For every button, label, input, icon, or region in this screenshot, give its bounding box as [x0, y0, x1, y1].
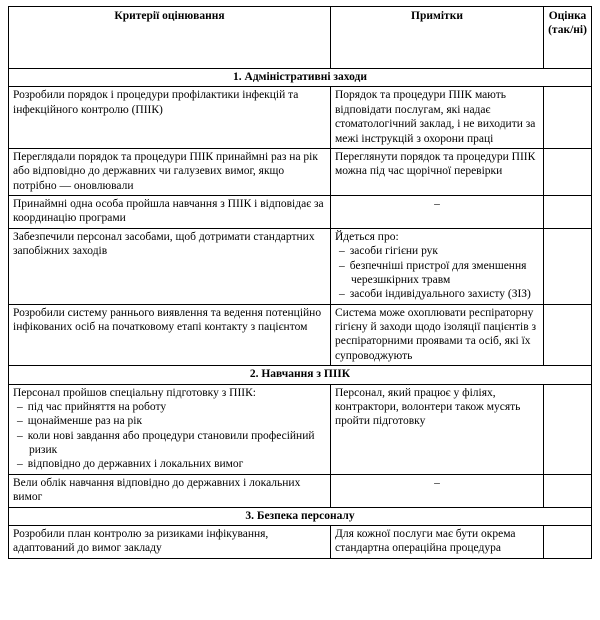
- score-cell: [544, 525, 592, 558]
- criteria-text: Вели облік навчання відповідно до державних і локальних вимог: [13, 476, 301, 504]
- note-text: Для кожної послуги має бути окрема стандартна операційна процедура: [335, 527, 516, 555]
- criteria-text: Розробили систему раннього виявлення та ведення потенційно інфікованих осіб на початковому етапі контакту з пацієнтом: [13, 306, 322, 333]
- criteria-cell: [9, 525, 331, 558]
- table-row: [9, 474, 592, 507]
- criteria-cell: [9, 228, 331, 304]
- note-cell: [331, 474, 544, 507]
- note-cell: [331, 148, 544, 195]
- table-row: [9, 304, 592, 366]
- table-row: [9, 87, 592, 149]
- note-text: Йдеться про:: [335, 230, 399, 243]
- criteria-text: Розробили план контролю за ризиками інфікування, адаптований до вимог закладу: [13, 527, 269, 555]
- criteria-cell: [9, 384, 331, 474]
- note-cell: [331, 384, 544, 474]
- header-row: [9, 7, 592, 69]
- section-title: 1. Адміністративні заходи: [9, 69, 592, 87]
- note-list-item: – засоби гігієни рук: [335, 244, 539, 258]
- note-text: Переглянути порядок та процедури ПІІК можна під час щорічної перевірки: [335, 150, 536, 178]
- note-text: Персонал, який працює у філіях, контрактори, волонтери також мусять пройти підготовку: [335, 386, 521, 428]
- note-cell: [331, 196, 544, 229]
- criteria-list-item: – коли нові завдання або процедури становили професійний ризик: [13, 429, 326, 458]
- note-text: Порядок та процедури ПІІК мають відповідати послугам, які надає стоматологічний заклад, і не виходити за межі інструкцій з охорони праці: [335, 89, 536, 145]
- note-cell: [331, 87, 544, 149]
- col-header-notes: Примітки: [331, 7, 544, 69]
- section-row: [9, 366, 592, 384]
- note-cell: [331, 525, 544, 558]
- section-row: [9, 69, 592, 87]
- section-title: 3. Безпека персоналу: [9, 507, 592, 525]
- table-row: [9, 384, 592, 474]
- criteria-cell: [9, 148, 331, 195]
- criteria-text: Переглядали порядок та процедури ПІІК принаймні раз на рік або відповідно до державних чи галузевих вимог, якщо потрібно — оновлювали: [13, 150, 318, 192]
- score-cell: [544, 474, 592, 507]
- criteria-text: Розробили порядок і процедури профілактики інфекцій та інфекційного контролю (ПІІК): [13, 89, 299, 116]
- section-row: [9, 507, 592, 525]
- note-cell: [331, 304, 544, 366]
- criteria-cell: [9, 304, 331, 366]
- criteria-cell: [9, 196, 331, 229]
- assessment-table: [8, 6, 592, 559]
- criteria-list-item: – відповідно до державних і локальних вимог: [13, 457, 326, 471]
- criteria-text: Забезпечили персонал засобами, щоб дотримати стандартних запобіжних заходів: [13, 230, 315, 258]
- criteria-list-item: – щонайменше раз на рік: [13, 414, 326, 428]
- col-header-score: Оцінка (так/ні): [544, 7, 592, 69]
- note-text: –: [434, 198, 440, 210]
- col-header-criteria: Критерії оцінювання: [9, 7, 331, 69]
- table-row: [9, 525, 592, 558]
- table-row: [9, 228, 592, 304]
- score-cell: [544, 228, 592, 304]
- note-list-item: – безпечніші пристрої для зменшення черезшкірних травм: [335, 259, 539, 288]
- criteria-cell: [9, 87, 331, 149]
- note-text: Система може охоплювати респіраторну гігієну й заходи щодо ізоляції пацієнтів з респіраторними проявами та осіб, які їх супроводжують: [335, 306, 537, 362]
- score-cell: [544, 87, 592, 149]
- criteria-text: Принаймні одна особа пройшла навчання з ПІІК і відповідає за координацію програми: [13, 198, 324, 225]
- criteria-text: Персонал пройшов спеціальну підготовку з ПІІК:: [13, 386, 256, 399]
- score-cell: [544, 384, 592, 474]
- section-title: 2. Навчання з ПІІК: [9, 366, 592, 384]
- criteria-list-item: – під час прийняття на роботу: [13, 400, 326, 414]
- note-cell: [331, 228, 544, 304]
- note-list-item: – засоби індивідуального захисту (ЗІЗ): [335, 287, 539, 301]
- criteria-cell: [9, 474, 331, 507]
- score-cell: [544, 196, 592, 229]
- table-row: [9, 196, 592, 229]
- table-row: [9, 148, 592, 195]
- score-cell: [544, 148, 592, 195]
- note-text: –: [434, 476, 440, 489]
- score-cell: [544, 304, 592, 366]
